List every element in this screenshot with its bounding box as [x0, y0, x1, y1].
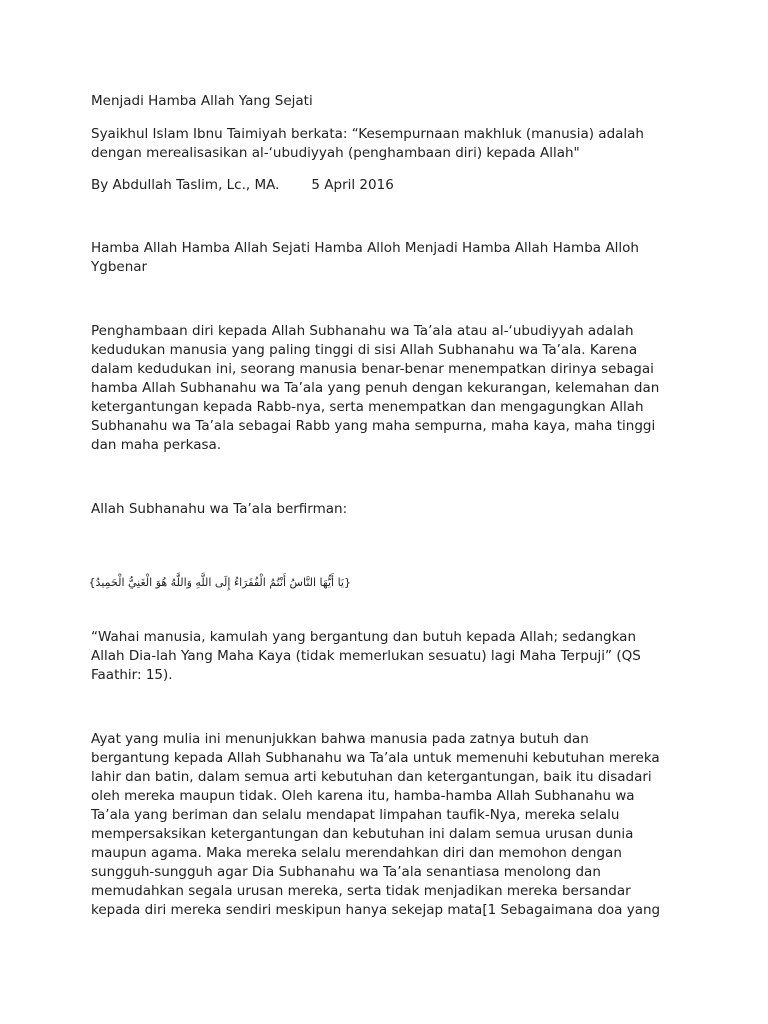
text-line: kedudukan manusia yang paling tinggi di sisi Allah Subhanahu wa Ta’ala. Karena [91, 342, 638, 358]
text-line: memudahkan segala urusan mereka, serta tidak menjadikan mereka bersandar [91, 883, 631, 899]
text-line: lahir dan batin, dalam semua arti kebutuhan dan ketergantungan, baik itu disadari [91, 769, 652, 785]
text-line: Subhanahu wa Ta’ala sebagai Rabb yang maha sempurna, maha kaya, maha tinggi [91, 418, 656, 434]
text-line: dan maha perkasa. [91, 437, 222, 453]
text-line: dalam kedudukan ini, seorang manusia benar-benar menempatkan dirinya sebagai [91, 361, 654, 377]
text-line: maupun agama. Maka mereka selalu merendahkan diri dan memohon dengan [91, 845, 622, 861]
text-line: kepada diri mereka sendiri meskipun hanya sekejap mata[1 Sebagaimana doa yang [91, 902, 661, 918]
text-line: Ygbenar [91, 259, 148, 275]
text-line: hamba Allah Subhanahu wa Ta’ala yang penuh dengan kekurangan, kelemahan dan [91, 380, 660, 396]
text-line: Syaikhul Islam Ibnu Taimiyah berkata: “Kesempurnaan makhluk (manusia) adalah [91, 126, 644, 142]
text-line: Penghambaan diri kepada Allah Subhanahu wa Ta’ala atau al-‘ubudiyyah adalah [91, 323, 634, 339]
document-title: Menjadi Hamba Allah Yang Sejati [91, 93, 313, 109]
author-name: By Abdullah Taslim, Lc., MA. [91, 177, 280, 193]
intro-paragraph [91, 322, 681, 455]
text-line: Ayat yang mulia ini menunjukkan bahwa manusia pada zatnya butuh dan [91, 731, 589, 747]
verse-translation [91, 628, 681, 685]
tags-line [91, 239, 681, 277]
text-line: Hamba Allah Hamba Allah Sejati Hamba Alloh Menjadi Hamba Allah Hamba Alloh [91, 240, 639, 256]
text-line: oleh mereka maupun tidak. Oleh karena itu, hamba-hamba Allah Subhanahu wa [91, 788, 635, 804]
text-line: bergantung kepada Allah Subhanahu wa Ta’ala untuk memenuhi kebutuhan mereka [91, 750, 660, 766]
text-line: Faathir: 15). [91, 667, 173, 683]
text-line: sungguh-sungguh agar Dia Subhanahu wa Ta’ala senantiasa menolong dan [91, 864, 601, 880]
quote-paragraph [91, 125, 681, 163]
explanation-paragraph [91, 730, 681, 920]
text-line: dengan merealisasikan al-‘ubudiyyah (penghambaan diri) kepada Allah" [91, 145, 580, 161]
text-line: mempersaksikan ketergantungan dan kebutuhan ini dalam semua urusan dunia [91, 826, 634, 842]
text-line: “Wahai manusia, kamulah yang bergantung dan butuh kepada Allah; sedangkan [91, 629, 637, 645]
text-line: ketergantungan kepada Rabb-nya, serta menempatkan dan mengagungkan Allah [91, 399, 644, 415]
text-line: Ta’ala yang beriman dan selalu mendapat limpahan taufik-Nya, mereka selalu [91, 807, 620, 823]
verse-intro: Allah Subhanahu wa Ta’ala berfirman: [91, 501, 348, 517]
byline [91, 176, 681, 195]
text-line: Allah Dia-lah Yang Maha Kaya (tidak memerlukan sesuatu) lagi Maha Terpuji” (QS [91, 648, 641, 664]
arabic-verse: {يَا أَيُّهَا النَّاسُ أَنْتُمُ الْفُقَرَاءُ إِلَى اللَّهِ وَاللَّهُ هُوَ الْغَنِيُّ الْحَمِيدُ} [88, 576, 351, 589]
publish-date: 5 April 2016 [311, 177, 394, 193]
